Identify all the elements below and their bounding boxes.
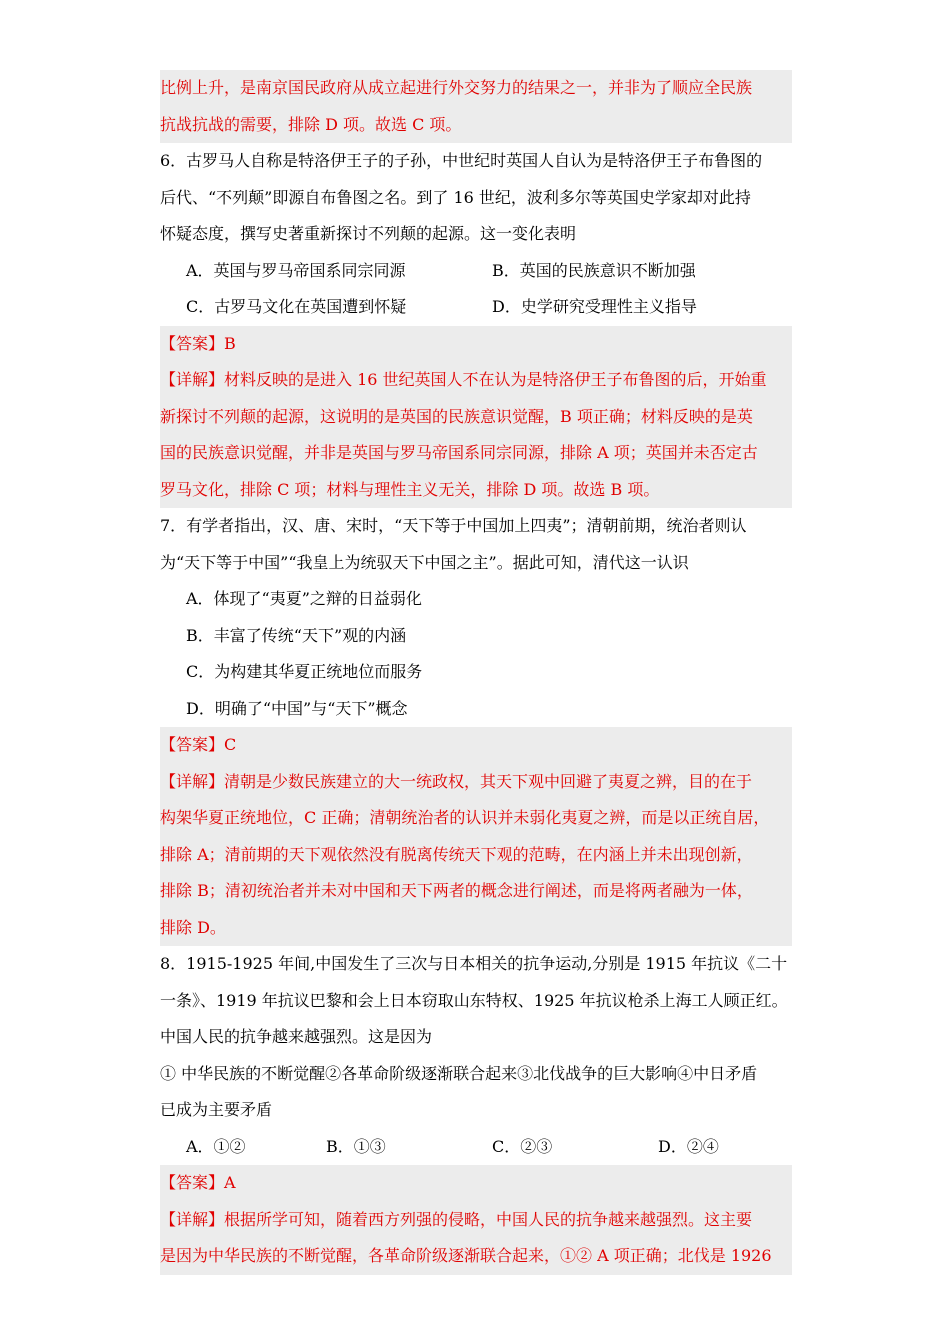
- question-7: [160, 508, 792, 946]
- detail-line: 【详解】清朝是少数民族建立的大一统政权，其天下观中回避了夷夏之辨，目的在于: [160, 771, 753, 791]
- answer-explanation-block: [160, 326, 792, 509]
- detail-line: 【详解】根据所学可知，随着西方列强的侵略，中国人民的抗争越来越强烈。这主要: [160, 1209, 753, 1229]
- option-d: D．明确了“中国”与“天下”概念: [186, 698, 408, 718]
- question-stem-line: 已成为主要矛盾: [160, 1100, 273, 1119]
- option-d: D．②④: [658, 1136, 719, 1156]
- answer-explanation-block: [160, 1165, 792, 1275]
- detail-line: 国的民族意识觉醒，并非是英国与罗马帝国系同宗同源，排除 A 项；英国并未否定古: [160, 443, 758, 462]
- option-b: B．①③: [326, 1136, 386, 1156]
- question-stem-line: 怀疑态度，撰写史著重新探讨不列颠的起源。这一变化表明: [160, 224, 577, 243]
- question-6: [160, 143, 792, 508]
- detail-line: 是因为中华民族的不断觉醒，各革命阶级逐渐联合起来，①② A 项正确；北伐是 1926: [160, 1246, 772, 1265]
- explanation-line: 比例上升，是南京国民政府从成立起进行外交努力的结果之一，并非为了顺应全民族: [160, 78, 753, 97]
- detail-line: 【详解】材料反映的是进入 16 世纪英国人不在认为是特洛伊王子布鲁图的后，开始重: [160, 370, 767, 389]
- option-c: C．②③: [492, 1136, 553, 1156]
- question-stem-line: 后代、“不列颠”即源自布鲁图之名。到了 16 世纪，波利多尔等英国史学家却对此持: [160, 187, 751, 207]
- option-c: C．为构建其华夏正统地位而服务: [186, 662, 423, 681]
- option-b: B．英国的民族意识不断加强: [492, 260, 696, 280]
- question-stem-line: 为“天下等于中国”“我皇上为统驭天下中国之主”。据此可知，清代这一认识: [160, 552, 689, 572]
- detail-line: 排除 B；清初统治者并未对中国和天下两者的概念进行阐述，而是将两者融为一体，: [160, 881, 753, 900]
- previous-explanation: [160, 70, 792, 143]
- question-stem-line: ① 中华民族的不断觉醒②各革命阶级逐渐联合起来③北伐战争的巨大影响④中日矛盾: [160, 1063, 758, 1083]
- option-row: [160, 289, 792, 326]
- page-content: [160, 70, 792, 1275]
- option-row: [160, 253, 792, 290]
- question-stem-line: 中国人民的抗争越来越强烈。这是因为: [160, 1027, 433, 1046]
- answer-explanation-block: [160, 727, 792, 946]
- detail-line: 排除 D。: [160, 917, 226, 937]
- question-stem-line: 7．有学者指出，汉、唐、宋时，“天下等于中国加上四夷”；清朝前期，统治者则认: [160, 516, 747, 535]
- option-a: A．①②: [186, 1136, 246, 1156]
- answer-label: 【答案】C: [160, 735, 237, 754]
- answer-label: 【答案】B: [160, 333, 236, 353]
- question-stem-line: 8．1915-1925 年间,中国发生了三次与日本相关的抗争运动,分别是 1915 年抗议《二十: [160, 954, 788, 973]
- detail-line: 罗马文化，排除 C 项；材料与理性主义无关，排除 D 项。故选 B 项。: [160, 479, 660, 499]
- answer-label: 【答案】A: [160, 1173, 236, 1192]
- option-row: [160, 1129, 792, 1166]
- option-b: B．丰富了传统“天下”观的内涵: [186, 625, 407, 645]
- option-a: A．体现了“夷夏”之辩的日益弱化: [186, 589, 422, 608]
- question-stem-line: 一条》、1919 年抗议巴黎和会上日本窃取山东特权、1925 年抗议枪杀上海工人顾正红。: [160, 990, 788, 1010]
- detail-line: 构架华夏正统地位，C 正确；清朝统治者的认识并未弱化夷夏之辨，而是以正统自居，: [160, 808, 770, 827]
- explanation-line: 抗战抗战的需要，排除 D 项。故选 C 项。: [160, 114, 462, 134]
- detail-line: 新探讨不列颠的起源，这说明的是英国的民族意识觉醒，B 项正确；材料反映的是英: [160, 406, 753, 426]
- question-8: [160, 946, 792, 1275]
- question-stem-line: 6．古罗马人自称是特洛伊王子的子孙，中世纪时英国人自认为是特洛伊王子布鲁图的: [160, 151, 763, 170]
- detail-line: 排除 A；清前期的天下观依然没有脱离传统天下观的范畴，在内涵上并未出现创新，: [160, 844, 753, 864]
- option-c: C．古罗马文化在英国遭到怀疑: [186, 297, 407, 316]
- option-d: D．史学研究受理性主义指导: [492, 297, 697, 316]
- option-a: A．英国与罗马帝国系同宗同源: [186, 260, 406, 280]
